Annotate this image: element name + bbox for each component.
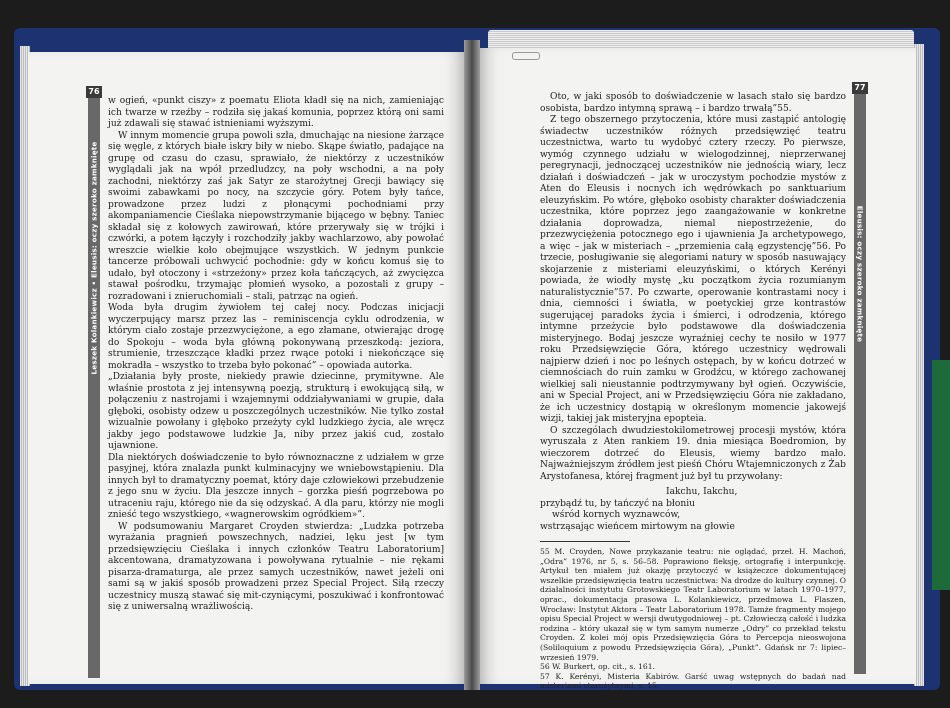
right-body-text bbox=[540, 92, 846, 691]
paragraph: w ogień, «punkt ciszy» z poematu Eliota kładł się na nich, zamieniając ich twarze w rzeźby – rodziła się jakaś komunia, poprzez którą oni sami już zdawali się stawać istnieniami wyższymi. bbox=[108, 96, 444, 129]
verse-line: wstrząsając wieńcem mirtowym na głowie bbox=[540, 521, 735, 532]
page-number-right: 77 bbox=[852, 82, 868, 94]
paragraph: Z tego obszernego przytoczenia, które musi zastąpić antologię świadectw uczestników różnych przedsięwzięć teatru uczestnictwa, warto tu wydobyć cztery rzeczy. Po pierwsze, wymóg czynnego udziału w wielogodzinnej, nieprzerwanej peregrynacji, jednoczącej uczestników nie jednością wiary, lecz działań i doświadczeń – jak w uroczystym pochodzie mystów z Aten do Eleusis i nocnych ich wędrówkach po sanktuarium eleuzyńskim. Po wtóre, głęboko osobisty charakter doświadczenia uczestnika, które poprzez jego zaangażowanie w konkretne działania doprowadza, niemal niepostrzeżenie, do przezwyciężenia potocznego ego i ujawnienia Ja archetypowego, a więc – jak w misteriach – „przemienia całą egzystencję”56. Po trzecie, posługiwanie się alegoriami natury w sposób nasuwający skojarzenie z misteriami eleuzyńskimi, o których Kerényi powiada, że wiodły mystę „ku początkom życia rozumianym naturalistycznie”57. Po czwarte, operowanie kontrastami nocy i dnia, ciemności i światła, w poetyckiej grze kontrastów sugerującej paradoks życia i śmierci, i odrodzenia, którego intymne przeżycie było podstawowe dla doświadczenia misteryjnego. Bodaj jeszcze wyraźniej cechy te nosiło w 1977 roku Przedsięwzięcie Góra, którego uczestnicy wędrowali najpierw dzień i noc po leśnych ostępach, by w końcu dotrzeć w ciemnościach do ruin zamku w Grodźcu, w którego zachowanej wielkiej sali nieustannie podtrzymywany był ogień. Oczywiście, ani w Special Project, ani w Przedsięwzięciu Góra nie zakładano, że ich uczestnicy dostąpią w określonym momencie jakowejś wizji, takiej jak misteryjna epopteia. bbox=[540, 115, 846, 424]
left-page bbox=[28, 52, 467, 684]
verse-line: Iakchu, Iakchu, bbox=[666, 487, 738, 497]
running-head-left: Leszek Kolankiewicz • Eleusis: oczy szeroko zamknięte bbox=[89, 141, 99, 375]
paragraph: „Działania były proste, niekiedy prawie dziecinne, prymitywne. Ale właśnie prostota z jej intensywną poezją, strukturą i ewokującą siłą, w połączeniu z nastrojami i wzajemnymi oddziaływaniami w grupie, dała głęboki, osobisty odzew u poszczególnych uczestników. Nie tylko został wizualnie powołany i głęboko przeżyty cykl ludzkiego życia, ale wręcz jakby jego podstawowe ludzkie Ja, niby przez jakiś cud, zostało ujawnione. bbox=[108, 372, 444, 451]
page-number-left: 76 bbox=[86, 86, 102, 98]
footnote: 57 K. Kerényi, Misteria Kabirów. Garść uwag wstępnych do badań nad misteriami starożytnymi, s. 15. bbox=[540, 671, 846, 691]
stamp-mark bbox=[512, 52, 540, 60]
background-green-object bbox=[932, 360, 950, 590]
running-head-right: Eleusis: oczy szeroko zamknięte bbox=[855, 205, 865, 343]
footnote-rule bbox=[540, 541, 630, 542]
footnote: 55 M. Croyden, Nowe przykazanie teatru: nie oglądać, przeł. H. Machoń, „Odra” 1976, nr 5, s. 56–58. Poprawiono fleksję, ortografię i interpunkcję. Artykuł ten miałem już okazję przytoczyć w książeczce dokumentującej wszelkie przedsięwzięcia teatru uczestnictwa: Na drodze do kultury czynnej. O działalności instytutu Grotowskiego Teatr Laboratorium w latach 1970–1977, oprac., dokumentacja prasowa L. Kolankiewicz, przedmowa L. Flaszen, Wrocław: Instytut Aktora – Teatr Laboratorium 1978. Tamże fragmenty mojego opisu Special Project w wersji dwutygodniowej – pt. Człowieczą całość i ludzka rodzina – który ukazał się w tym samym numerze „Odry” co przekład tekstu Croyden. Z kolei mój opis Przedsięwzięcia Góra to Percepcja nieoswojona (Soliloquium z powodu Przedsięwzięcia Góra), „Punkt”. Gdańsk nr 7: lipiec–wrzesień 1979. bbox=[540, 547, 846, 662]
verse-line: przybądź tu, by tańczyć na błoniu bbox=[540, 498, 695, 509]
verse-line: wśród kornych wyznawców, bbox=[552, 510, 681, 520]
footnote: 56 W. Burkert, op. cit., s. 161. bbox=[540, 662, 655, 672]
verse-quote bbox=[540, 487, 846, 533]
left-body-text bbox=[108, 96, 444, 614]
paragraph: W innym momencie grupa powoli szła, dmuchając na niesione żarzące się węgle, z których białe iskry biły w niebo. Skąpe światło, padające na grupę od czasu do czasu, sprawiało, że niektórzy z uczestników wyglądali jak na wpół przedludzcy, na poły wschodni, a na poły zachodni, niektórzy zaś jak Satyr ze starożytnej Grecji bawiący się swoimi zabawkami po nocy, na szczycie góry. Potem były tańce, prowadzone przez ludzi z płonącymi pochodniami przy akompaniamencie Cieślaka niepowstrzymanie bijącego w bębny. Taniec składał się z kołowych zawirowań, które przerywały się w trójki i czwórki, a potem łączyły i rozchodziły jakby wachlarzowo, aby powołać wreszcie wielkie koło obejmujące wszystkich. W jednym punkcie tancerze próbowali uchwycić pochodnie: gdy w końcu komuś się to udało, był otoczony i «strzeżony» przez koła tańczących, aż zwycięzca stawał pośrodku, trzymając płomień wysoko, a pozostali z grupy – rozradowani i znieruchomiali – stali, patrząc na ogień. bbox=[108, 130, 444, 302]
paragraph: W podsumowaniu Margaret Croyden stwierdza: „Ludzka potrzeba wyrażania pragnień powszechnych, nadziei, lęku jest [w tym przedsięwzięciu Cieślaka i innych członków Teatru Laboratorium] akcentowana, dramatyzowana i powoływana rytualnie – nie rękami pisarza-dramaturga, ale przez samych uczestników, nawet jeżeli oni sami są w jakiś sposób prowadzeni przez Special Project. Siłą rzeczy uczestnicy muszą stawać się mit-czyniącymi, poszukiwać i konfrontować się z uniwersalną wrażliwością. bbox=[108, 521, 444, 612]
paragraph: Oto, w jaki sposób to doświadczenie w lasach stało się bardzo osobista, bardzo intymną sprawą – i bardzo trwałą”55. bbox=[540, 92, 846, 114]
running-head-bar-left bbox=[88, 88, 100, 678]
paragraph: Woda była drugim żywiołem tej całej nocy. Podczas inicjacji wyczerpujący marsz przez las – reminiscencja cyklu odrodzenia, w którym ciało zostaje przezwyciężone, a ego złamane, otwierając drogę do Spokoju – woda była główną pokonywaną przeszkodą: jeziora, strumienie, trzeszczące kładki przez rwące potoki i niekończące się mokradła – wszystko to trzeba było pokonać” – opowiada autorka. bbox=[108, 303, 444, 371]
paragraph: Dla niektórych doświadczenie to było równoznaczne z udziałem w grze pasyjnej, która znalazła punkt kulminacyjny we wniebowstąpieniu. Dla innych był to dramatyczny poemat, który daje człowiekowi przebudzenie z jego snu w życiu. Dla jeszcze innych – gorzka pieśń pogrzebowa po utraceniu raju, którego nie da się odzyskać. A dla paru, którzy nie mogli znieść tego wszystkiego, «wagnerowskim ogródkiem»”. bbox=[108, 452, 444, 520]
running-head-bar-right bbox=[854, 84, 866, 674]
paragraph: O szczególach dwudziestokilometrowej procesji mystów, która wyruszała z Aten rankiem 19. dnia miesiąca Boedromion, by wieczorem dotrzeć do Eleusis, wiemy bardzo mało. Najważniejszym źródłem jest pieśń Chóru Wtajemniczonych z Żab Arystofanesa, której fragment już był tu przywołany: bbox=[540, 425, 846, 482]
footnotes bbox=[540, 547, 846, 691]
right-page bbox=[478, 48, 916, 691]
book-gutter bbox=[464, 40, 480, 690]
